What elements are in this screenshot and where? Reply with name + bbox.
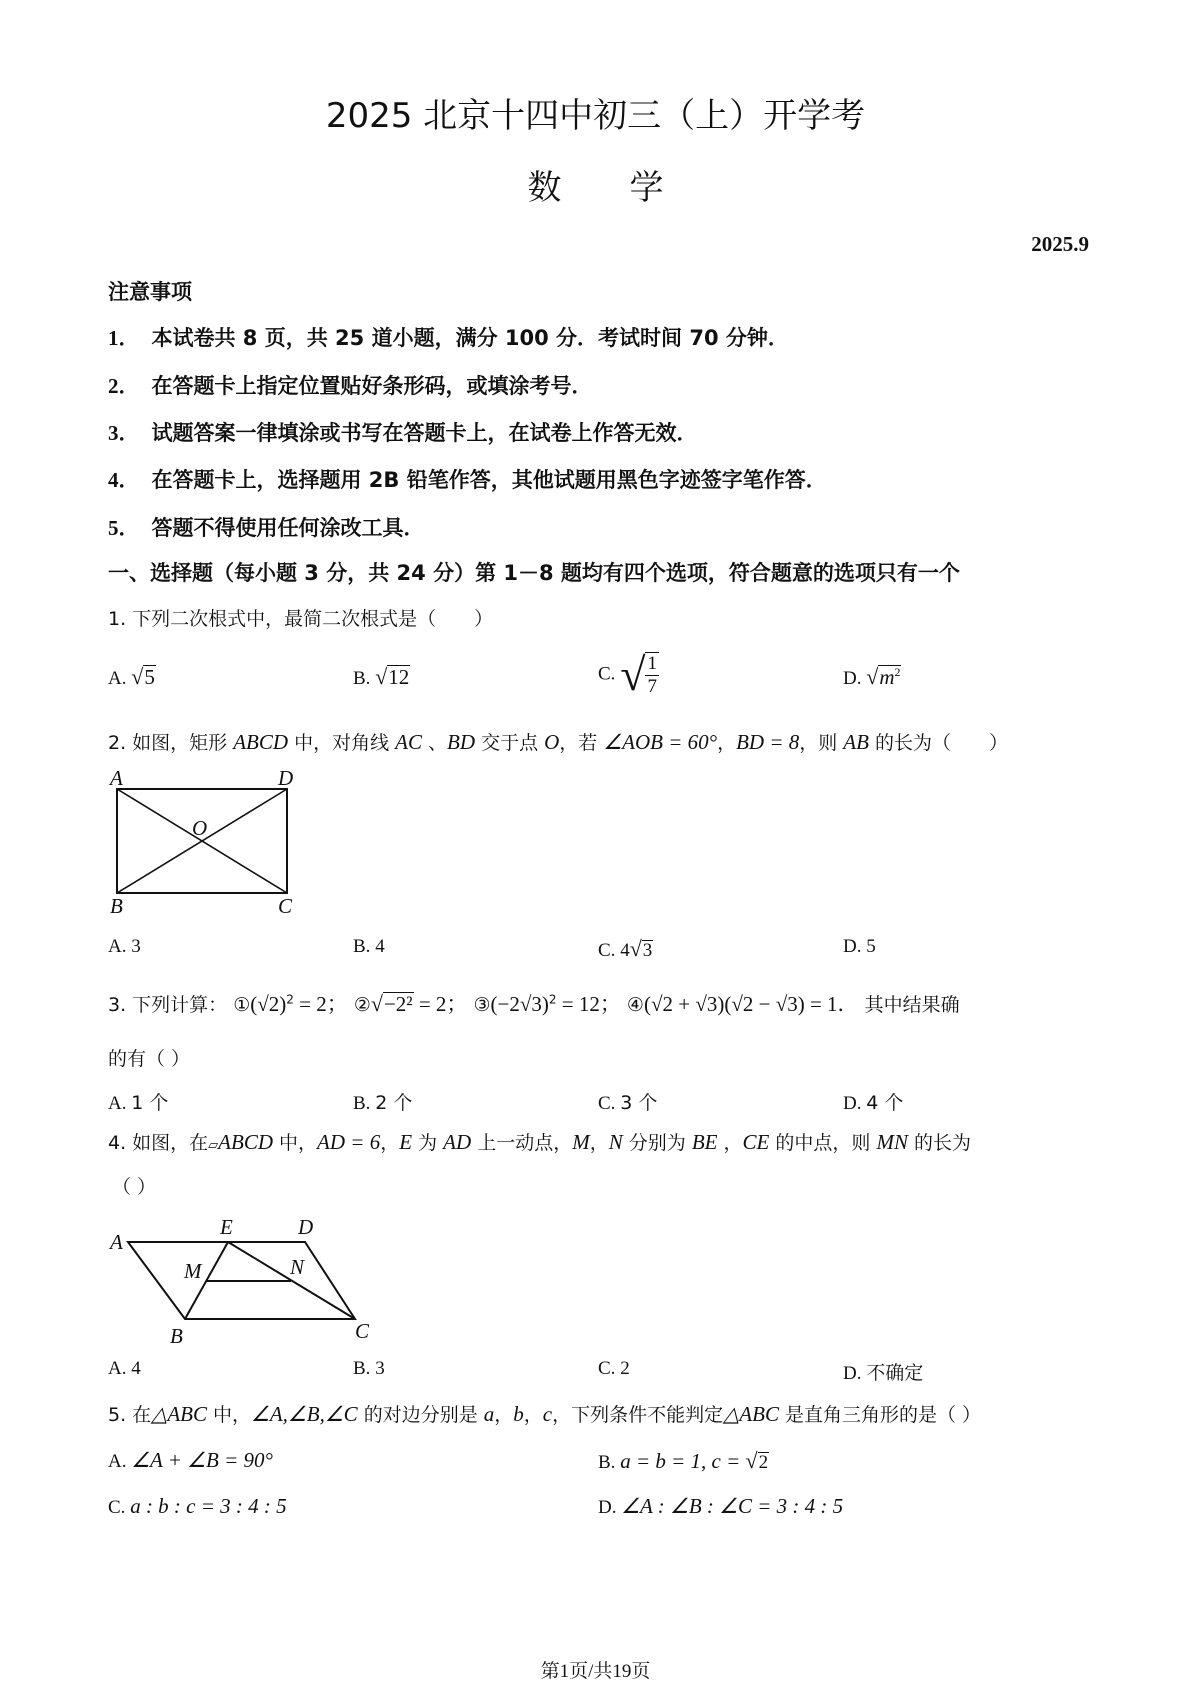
option-label: D. bbox=[843, 1093, 867, 1114]
math: E bbox=[399, 1130, 413, 1154]
option-label: D. bbox=[843, 1363, 867, 1384]
text: 为 bbox=[412, 1132, 444, 1154]
option-value: 4 bbox=[131, 1358, 141, 1379]
section-heading: 一、选择题（每小题 3 分，共 24 分）第 1－8 题均有四个选项，符合题意的选项只有一个 bbox=[108, 561, 960, 585]
option-label: A. bbox=[108, 1358, 132, 1379]
parallelogram-icon: ▱ bbox=[208, 1138, 219, 1153]
question-5-stem bbox=[108, 1400, 981, 1427]
option-value: a = b = 1, c = bbox=[620, 1449, 746, 1473]
radical-sign-icon: √ bbox=[370, 991, 383, 1016]
text: ， bbox=[717, 732, 737, 754]
math: ∠A,∠B,∠C bbox=[251, 1402, 358, 1426]
fraction bbox=[645, 652, 659, 698]
q1-option-b bbox=[353, 664, 410, 690]
circled-number: ④ bbox=[626, 994, 644, 1016]
fraction-denominator: 7 bbox=[647, 675, 657, 697]
q4-option-b bbox=[353, 1358, 385, 1380]
math: MN bbox=[876, 1130, 908, 1154]
option-label: D. bbox=[598, 1497, 622, 1518]
text: 上一动点， bbox=[471, 1132, 573, 1154]
math: AD = 6 bbox=[317, 1130, 381, 1154]
text: ，若 bbox=[559, 732, 604, 754]
q4-option-a bbox=[108, 1358, 141, 1380]
q4-parallelogram-figure bbox=[100, 1212, 370, 1352]
text: 中， bbox=[206, 1404, 252, 1426]
label-n: N bbox=[290, 1255, 305, 1279]
exponent: 2 bbox=[286, 992, 294, 1007]
radical-sign-icon: √ bbox=[131, 664, 144, 689]
q5-option-c bbox=[108, 1494, 287, 1519]
notice-item bbox=[108, 322, 789, 352]
notice-number: 2． bbox=[108, 374, 140, 398]
q2-rectangle-figure bbox=[100, 768, 300, 918]
text: 的长为 bbox=[907, 1132, 972, 1154]
q5-option-d bbox=[598, 1494, 843, 1519]
option-label: B. bbox=[353, 668, 376, 689]
math: AB bbox=[843, 730, 869, 754]
q4-option-c bbox=[598, 1358, 630, 1380]
label-m: M bbox=[184, 1259, 202, 1283]
q2-option-d bbox=[843, 936, 876, 958]
option-value: a : b : c = 3 : 4 : 5 bbox=[130, 1494, 287, 1518]
q2-option-a bbox=[108, 936, 141, 958]
option-label: B. bbox=[353, 1093, 376, 1114]
math: O bbox=[544, 730, 560, 754]
text: 的中点，则 bbox=[769, 1132, 877, 1154]
circled-number: ① bbox=[233, 994, 251, 1016]
radicand: 12 bbox=[388, 665, 410, 689]
option-label: C. bbox=[598, 663, 621, 685]
notice-heading: 注意事项 bbox=[108, 280, 192, 304]
expression: = 12； bbox=[556, 992, 621, 1016]
radicand: 3 bbox=[642, 940, 653, 961]
notice-text: 本试卷共 8 页，共 25 道小题，满分 100 分．考试时间 70 分钟． bbox=[151, 326, 789, 350]
question-2-stem bbox=[108, 728, 1008, 755]
text: 中，对角线 bbox=[288, 732, 396, 754]
notice-number: 4． bbox=[108, 468, 140, 492]
math: BE bbox=[691, 1130, 718, 1154]
label-b: B bbox=[170, 1324, 183, 1348]
text: ， bbox=[717, 1132, 743, 1154]
notice-text: 在答题卡上，选择题用 2B 铅笔作答，其他试题用黑色字迹签字笔作答． bbox=[151, 468, 827, 492]
option-value: 1 个 bbox=[131, 1092, 169, 1114]
math: AD bbox=[443, 1130, 472, 1154]
question-3-stem-line2: 的有（ ） bbox=[108, 1048, 191, 1070]
option-value: 3 个 bbox=[620, 1092, 658, 1114]
radicand bbox=[878, 665, 901, 688]
option-label: B. bbox=[353, 1358, 376, 1379]
option-label: C. bbox=[598, 940, 621, 961]
text: 的对边分别是 bbox=[357, 1404, 484, 1426]
exponent: 2 bbox=[894, 665, 901, 679]
label-e: E bbox=[220, 1215, 233, 1239]
math: ABCD bbox=[218, 1130, 273, 1154]
option-value: 4 bbox=[375, 936, 385, 957]
expression: = 1． bbox=[804, 992, 859, 1016]
text: 、 bbox=[421, 732, 448, 754]
radicand: 2 bbox=[758, 1452, 769, 1473]
q1-option-d bbox=[843, 664, 901, 690]
option-value: 4 bbox=[620, 940, 630, 961]
math: BD bbox=[447, 730, 476, 754]
radicand: −2² bbox=[383, 992, 413, 1016]
text: 分别为 bbox=[622, 1132, 692, 1154]
text: 3. 下列计算： bbox=[108, 994, 228, 1016]
label-c: C bbox=[278, 894, 293, 918]
notice-item bbox=[108, 512, 425, 542]
option-value: 3 bbox=[131, 936, 141, 957]
math: ABCD bbox=[233, 730, 289, 754]
text: 其中结果确 bbox=[864, 994, 960, 1016]
option-label: D. bbox=[843, 668, 867, 689]
notice-item bbox=[108, 464, 827, 494]
circled-number: ③ bbox=[473, 994, 491, 1016]
subject-char: 学 bbox=[629, 168, 664, 208]
option-value: 4 个 bbox=[866, 1092, 904, 1114]
page-number: 第1页/共19页 bbox=[540, 1661, 651, 1682]
math: c bbox=[542, 1402, 553, 1426]
text: ， bbox=[589, 1132, 609, 1154]
radicand: 5 bbox=[144, 665, 155, 689]
q4-option-d bbox=[843, 1358, 923, 1385]
math: △ABC bbox=[723, 1402, 779, 1426]
radical-sign-icon: √ bbox=[866, 664, 879, 689]
q5-option-a bbox=[108, 1448, 273, 1473]
math: ∠AOB = 60° bbox=[603, 730, 718, 754]
math: b bbox=[513, 1402, 524, 1426]
label-a: A bbox=[110, 768, 123, 790]
radical-sign-icon: √ bbox=[629, 936, 642, 961]
notice-number: 5． bbox=[108, 516, 140, 540]
subject-char: 数 bbox=[527, 168, 562, 208]
expression: (√2) bbox=[250, 992, 287, 1016]
question-1-stem: 1. 下列二次根式中，最简二次根式是（ ） bbox=[108, 608, 494, 630]
option-value: 3 bbox=[375, 1358, 385, 1379]
text: 中， bbox=[273, 1132, 318, 1154]
label-o: O bbox=[192, 816, 208, 840]
option-label: C. bbox=[108, 1497, 131, 1518]
option-value: 2 bbox=[620, 1358, 630, 1379]
option-value: ∠A + ∠B = 90° bbox=[131, 1448, 273, 1472]
expression: = 2； bbox=[293, 992, 348, 1016]
option-label: A. bbox=[108, 936, 132, 957]
notice-item bbox=[108, 417, 698, 447]
option-label: A. bbox=[108, 668, 132, 689]
text: ， bbox=[523, 1404, 543, 1426]
variable: m bbox=[879, 665, 895, 689]
math: M bbox=[572, 1130, 590, 1154]
question-3-stem bbox=[108, 988, 960, 1018]
question-4-stem bbox=[108, 1128, 971, 1155]
math: CE bbox=[742, 1130, 770, 1154]
subject-title bbox=[0, 160, 1191, 209]
q2-option-c bbox=[598, 936, 653, 962]
q1-option-c bbox=[598, 648, 659, 701]
text: ，则 bbox=[799, 732, 844, 754]
text: 5. 在 bbox=[108, 1404, 152, 1426]
radical-sign-icon: √ bbox=[745, 1448, 758, 1473]
fraction-numerator: 1 bbox=[647, 652, 657, 674]
option-value: ∠A : ∠B : ∠C = 3 : 4 : 5 bbox=[621, 1494, 844, 1518]
text: 的长为（ ） bbox=[868, 732, 1008, 754]
option-value: 不确定 bbox=[866, 1362, 924, 1384]
expression: (√2 + √3)(√2 − √3) bbox=[643, 992, 805, 1016]
option-label: D. bbox=[843, 936, 867, 957]
option-value: 5 bbox=[866, 936, 876, 957]
q3-option-c bbox=[598, 1088, 657, 1115]
q3-option-d bbox=[843, 1088, 903, 1115]
q1-option-a bbox=[108, 664, 156, 690]
label-d: D bbox=[278, 768, 294, 790]
math: AC bbox=[395, 730, 422, 754]
text: ， bbox=[380, 1132, 400, 1154]
math: BD = 8 bbox=[736, 730, 800, 754]
expression: = 2； bbox=[413, 992, 468, 1016]
exponent: 2 bbox=[548, 992, 557, 1007]
notice-number: 1． bbox=[108, 326, 140, 350]
label-b: B bbox=[110, 894, 123, 918]
q3-option-a bbox=[108, 1088, 168, 1115]
label-a: A bbox=[110, 1230, 123, 1254]
option-label: A. bbox=[108, 1451, 132, 1472]
circled-number: ② bbox=[353, 994, 371, 1016]
text: 4. 如图，在 bbox=[108, 1132, 209, 1154]
document-title: 2025 北京十四中初三（上）开学考 bbox=[325, 96, 866, 136]
math: a bbox=[483, 1402, 495, 1426]
option-label: B. bbox=[598, 1452, 621, 1473]
q5-option-b bbox=[598, 1448, 769, 1474]
option-label: B. bbox=[353, 936, 376, 957]
text: 2. 如图，矩形 bbox=[108, 732, 234, 754]
option-label: C. bbox=[598, 1093, 621, 1114]
notice-text: 答题不得使用任何涂改工具． bbox=[151, 516, 425, 540]
label-c: C bbox=[355, 1319, 370, 1343]
radical-sign-icon: √ bbox=[620, 649, 646, 700]
text: ， bbox=[494, 1404, 514, 1426]
option-label: A. bbox=[108, 1093, 132, 1114]
text: ，下列条件不能判定 bbox=[552, 1404, 724, 1426]
text: 是直角三角形的是（ ） bbox=[778, 1404, 982, 1426]
radical-sign-icon: √ bbox=[375, 664, 388, 689]
math: N bbox=[608, 1130, 623, 1154]
option-value: 2 个 bbox=[375, 1092, 413, 1114]
text: 交于点 bbox=[475, 732, 545, 754]
q2-option-b bbox=[353, 936, 385, 958]
notice-text: 试题答案一律填涂或书写在答题卡上，在试卷上作答无效． bbox=[151, 421, 698, 445]
expression: (−2√3) bbox=[490, 992, 549, 1016]
option-label: C. bbox=[598, 1358, 621, 1379]
notice-text: 在答题卡上指定位置贴好条形码，或填涂考号． bbox=[151, 374, 593, 398]
q3-option-b bbox=[353, 1088, 412, 1115]
exam-date: 2025.9 bbox=[1031, 232, 1089, 256]
notice-item bbox=[108, 370, 593, 400]
math: △ABC bbox=[151, 1402, 207, 1426]
label-d: D bbox=[298, 1215, 314, 1239]
question-4-stem-line2: （ ） bbox=[112, 1176, 157, 1198]
notice-number: 3． bbox=[108, 421, 140, 445]
